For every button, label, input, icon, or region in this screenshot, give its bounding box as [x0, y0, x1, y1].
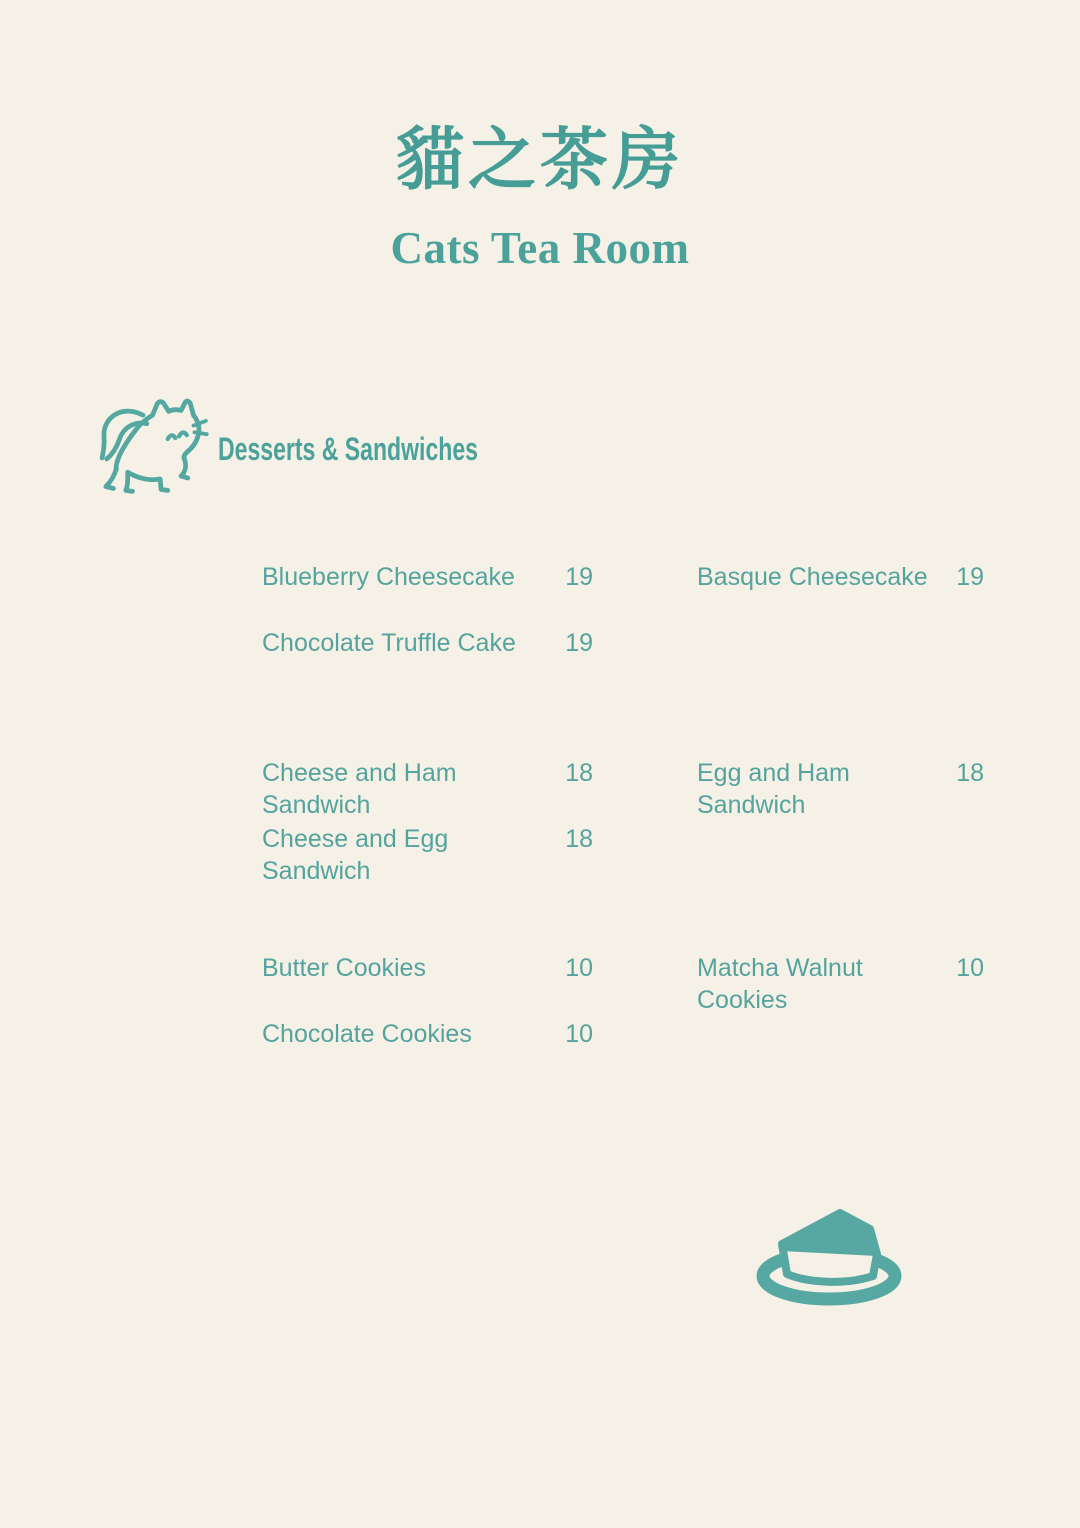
item-name: Blueberry Cheesecake — [262, 563, 515, 591]
menu-item — [697, 952, 984, 1016]
page-title-english: Cats Tea Room — [390, 223, 690, 273]
menu-item — [262, 627, 593, 659]
item-name: Basque Cheesecake — [697, 563, 928, 591]
walking-cat-icon — [93, 398, 213, 498]
item-name: Egg and Ham Sandwich — [697, 759, 850, 819]
item-price: 19 — [565, 629, 593, 657]
menu-item — [262, 1018, 593, 1050]
item-name: Butter Cookies — [262, 954, 426, 982]
page-title-chinese: 貓之茶房 — [395, 122, 684, 198]
menu-item — [262, 823, 593, 887]
item-name: Matcha Walnut Cookies — [697, 954, 863, 1014]
menu-item — [697, 757, 984, 821]
item-name: Cheese and Ham Sandwich — [262, 759, 457, 819]
item-price: 10 — [956, 954, 984, 982]
section-heading: Desserts & Sandwiches — [218, 431, 478, 467]
item-name: Chocolate Cookies — [262, 1020, 472, 1048]
item-price: 18 — [956, 759, 984, 787]
item-name: Chocolate Truffle Cake — [262, 629, 516, 657]
menu-item — [262, 561, 593, 593]
item-price: 10 — [565, 1020, 593, 1048]
item-price: 18 — [565, 825, 593, 853]
menu-item — [697, 561, 984, 593]
menu-item — [262, 952, 593, 984]
item-name: Cheese and Egg Sandwich — [262, 825, 449, 885]
item-price: 19 — [565, 563, 593, 591]
cake-slice-icon — [740, 1192, 960, 1322]
menu-item — [262, 757, 593, 821]
item-price: 18 — [565, 759, 593, 787]
item-price: 10 — [565, 954, 593, 982]
item-price: 19 — [956, 563, 984, 591]
